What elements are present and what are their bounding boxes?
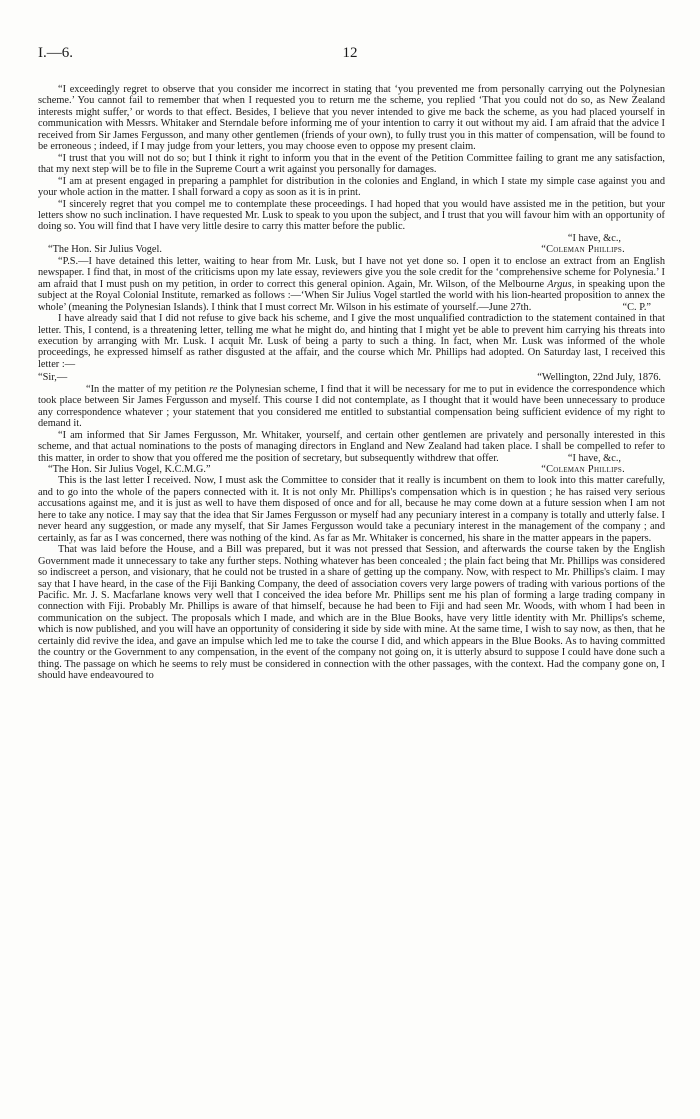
letter-closing: “I have, &c.,	[567, 452, 621, 464]
signature: “Coleman Phillips.	[541, 463, 625, 475]
latin-re: re	[209, 383, 218, 395]
letter-paragraph: “I sincerely regret that you compel me to contemplate these proceedings. I had hoped that you would have assisted me in the petition, but your letters show no such inclination. I have requested Mr. Lusk to speak to you upon the subject, and I trust that you will favour him with an opportunity of doing so. You will find that I have very little desire to carry this matter before the public.	[38, 198, 665, 233]
addressee-signature-line	[38, 244, 665, 255]
postscript-text: “P.S.—I have detained this letter, waiting to hear from Mr. Lusk, but I have not yet done so. I open it to enclose an extract from an English newspaper. I find that, in most of the criticisms upon my late essay, reviewers give you the sole credit for the ‘comprehensive scheme for Polynesia.’ I am afraid that I must push on my petition, in order to correct this general opinion. Again, Mr. Wilson, of the Melbourne	[38, 255, 665, 290]
signature: “Coleman Phillips.	[541, 244, 625, 256]
letter-paragraph: “I trust that you will not do so; but I think it right to inform you that in the event of the Petition Committee failing to grant me any satisfaction, that my next step will be to file in the Supreme Court a writ against you personally for damages.	[38, 152, 665, 176]
postscript-initials: “C. P.”	[622, 301, 651, 313]
dateline: “Wellington, 22nd July, 1876.	[537, 372, 661, 384]
addressee-signature-line	[38, 464, 665, 475]
addressee: “The Hon. Sir Julius Vogel, K.C.M.G.”	[48, 463, 211, 475]
body-paragraph: I have already said that I did not refuse to give back his scheme, and I give the most unqualified contradiction to the statement contained in that letter. This, I contend, is a threatening letter, telling me what he might do, and hinting that I might yet be able to prevent him carrying his threats into execution by arranging with Mr. Lusk. I acquit Mr. Lusk of being a party to such a thing. In fact, when Mr. Lusk was informed of the whole proceedings, he expressed himself as rather disgusted at the affair, and the course which Mr. Phillips had adopted. On Saturday last, I received this letter :—	[38, 313, 665, 370]
salutation: “Sir,—	[38, 372, 68, 384]
letter-paragraph: “In the matter of my petition re the Polynesian scheme, I find that it will be necessary for me to put in evidence the correspondence which took place between Sir James Fergusson and myself. This course I did not contemplate, as I thought that it would have been unnecessary to produce any correspondence whatever ; your statement that you considered me entitled to substantial compensation being sufficient evidence of my right to demand it.	[38, 383, 665, 430]
body-paragraph: This is the last letter I received. Now, I must ask the Committee to consider that it really is incumbent on them to look into this matter carefully, and to go into the whole of the papers connected with it. It is not only Mr. Phillips's compensation which is in question ; he has raised very serious accusations against me, and it is just as well to have them disposed of once and for all, because he may come down at a future session when I am not here to take any notice. I may say that the idea that Sir James Fergusson or myself had any pecuniary interest in a company is totally and utterly false. I never heard any suggestion, or made any myself, that Sir James Fergusson would take a pecuniary interest in the management of the company ; and certainly, as far as I was concerned, there was nothing of the kind. As far as Mr. Whitaker is concerned, his share in the matter appears in the papers.	[38, 475, 665, 544]
letter-paragraph: “I am at present engaged in preparing a pamphlet for distribution in the colonies and England, in which I state my simple case against you and your whole action in the matter. I shall forward a copy as soon as it is in print.	[38, 175, 665, 199]
letter-closing: “I have, &c.,	[567, 232, 621, 244]
salutation-date-line	[38, 372, 665, 383]
page-body	[38, 84, 665, 682]
addressee: “The Hon. Sir Julius Vogel.	[48, 244, 162, 256]
postscript-text-continued: in speaking upon the subject at the Royal Colonial Institute, remarked as follows :—‘When Sir Julius Vogel startled the world with his lion-hearted proposition to annex the whole’ (meaning the Polynesian Islands). I think that I must correct Mr. Wilson in his estimate of yourself.—June 27th.	[38, 278, 665, 313]
letter-paragraph: “I exceedingly regret to observe that you consider me incorrect in stating that ‘you prevented me from personally carrying out the Polynesian scheme.’ You cannot fail to remember that when I requested you to return me the scheme, you replied ‘That you could not do so, as New Zealand interests might suffer,’ or words to that effect. Besides, I believe that you never intended to give me back the scheme, as you had placed yourself in communication with Messrs. Whitaker and Sterndale before informing me of your intention to carry it out without my aid. I am afraid that the advice I received from Sir James Fergusson, and many other gentlemen (friends of your own), to fully trust you in this matter of compensation, will be found to be erroneous ; indeed, if I may judge from your letters, you may choose even to oppose my present claim.	[38, 84, 665, 153]
page-reference: I.—6.	[38, 45, 73, 61]
newspaper-title: Argus,	[547, 278, 575, 290]
page-number: 12	[342, 45, 358, 61]
body-paragraph: That was laid before the House, and a Bill was prepared, but it was not pressed that Session, and afterwards the course taken by the English Government made it unnecessary to take any further steps. Nothing whatever has been concealed ; the plain fact being that Mr. Phillips was considered so indiscreet a person, and visionary, that he could not be trusted in a share of getting up the company. Now, with respect to Mr. Phillips's claim. I may say that I have heard, in the case of the Fiji Banking Company, the deed of association covers very large powers of trading with various portions of the Pacific. Mr. J. S. Macfarlane knows very well that I conceived the idea before Mr. Phillips sent me his plan of forming a large trading company in connection with Fiji. Probably Mr. Phillips is aware of that himself, because he had been to Fiji and had seen Mr. Woods, with whom I had been in communication on the subject. The proposals which I made, and which are in the Blue Books, have very little identity with Mr. Phillips's scheme, which is now published, and you will have an opportunity of considering it side by side with mine. At the same time, I wish to say now, as then, that he certainly did revive the idea, and gave an impulse which led me to take the course I did, and which appears in the Blue Books. As to having committed the country or the Government to any compensation, in the event of the company not going on, it is utterly absurd to suppose I could have done such a thing. The passage on which he seems to rely must be considered in connection with the other passages, with the context. Had the company gone on, I should have endeavoured to	[38, 544, 665, 682]
letter-paragraph: “I am informed that Sir James Fergusson, Mr. Whitaker, yourself, and certain other gentlemen are privately and personally interested in this scheme, and that actual nominations to the posts of managing directors in England and New Zealand had taken place. I shall be compelled to refer to this matter, in order to show that you offered me the position of secretary, but subsequently withdrew that offer.	[38, 429, 665, 464]
